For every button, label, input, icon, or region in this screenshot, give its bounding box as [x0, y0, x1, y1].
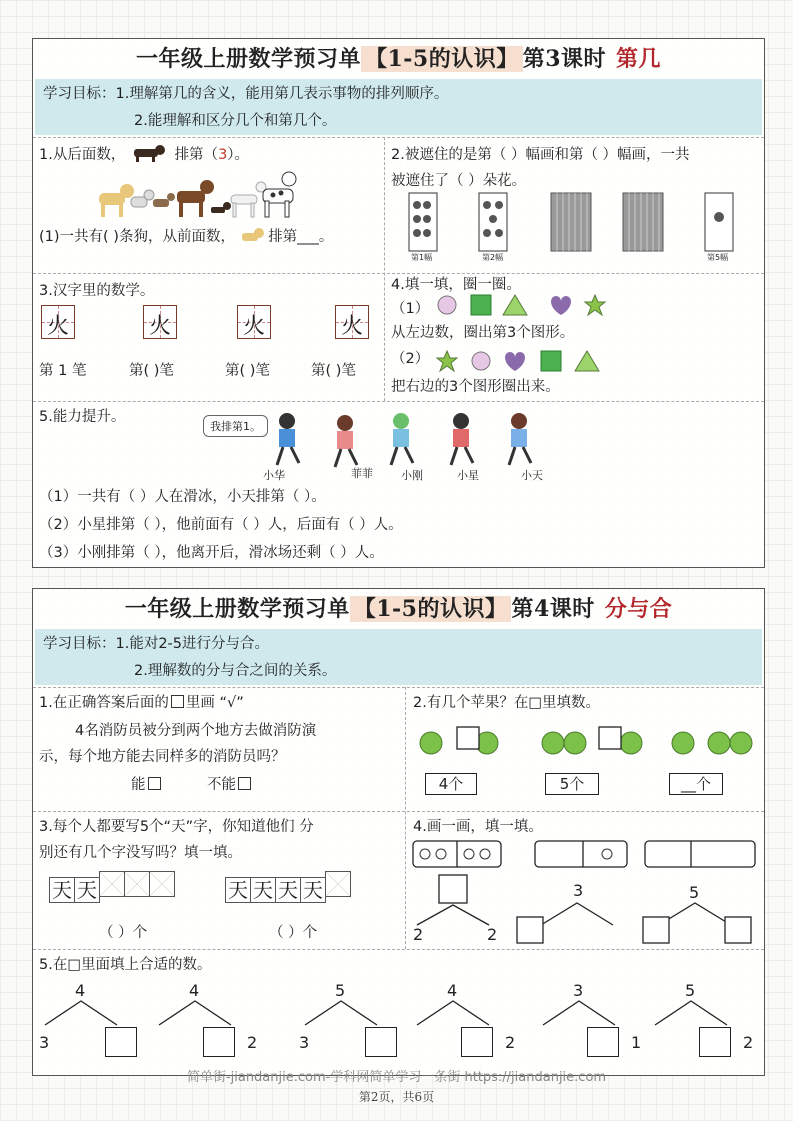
title-topic: 分与合 [604, 596, 673, 622]
square-shape [541, 351, 561, 371]
q2-prompt-line1: 2.被遮住的是第（ ）幅画和第（ ）幅画，一共 [391, 147, 690, 163]
q4-number: 2 [413, 925, 424, 944]
number-bond-tree [645, 981, 755, 1061]
goal-label: 学习目标： [43, 86, 116, 102]
divider [33, 401, 764, 402]
apples-illustration [417, 719, 757, 759]
divider [33, 949, 764, 950]
bond-top-number: 4 [189, 981, 200, 1000]
bond-answer-box[interactable] [699, 1027, 731, 1057]
stroke-label: 第( )笔 [129, 363, 174, 379]
q4-part2-text: 把右边的3个图形圈出来。 [391, 379, 560, 395]
paintings-illustration [407, 191, 747, 261]
star-shape [437, 351, 457, 371]
heart-shape [505, 352, 525, 371]
yellow-dog-icon [240, 225, 264, 245]
number-bond-tree [35, 981, 145, 1061]
footer-watermark: 简单街-jiandanjie.com-学科网简单学习一条街 https://jiandanjie.com [186, 1070, 607, 1085]
goal-2: 2.能理解和区分几个和第几个。 [134, 113, 337, 129]
q4-number: 2 [487, 925, 498, 944]
bond-top-number: 3 [573, 981, 584, 1000]
q1-line3: 示，每个地方能去同样多的消防员吗？ [39, 749, 286, 765]
q1-prompt: 1.从后面数， 排第（3）。 [39, 143, 249, 167]
stroke-label: 第( )笔 [311, 363, 356, 379]
char-box: 火 [143, 305, 177, 339]
skater-name: 菲菲 [351, 467, 373, 480]
painting-caption-5: 第5幅 [707, 253, 729, 262]
painting-caption-2: 第2幅 [482, 253, 504, 262]
bond-answer-box[interactable] [365, 1027, 397, 1057]
title-highlight: 【1-5的认识】 [361, 46, 523, 72]
worksheet-lesson4 [32, 588, 765, 1076]
goal-label: 学习目标： [43, 636, 116, 652]
stroke-label: 第( )笔 [225, 363, 270, 379]
goal-1: 1.能对2-5进行分与合。 [115, 636, 270, 652]
painting-caption-1: 第1幅 [411, 253, 433, 262]
learning-goals [35, 79, 762, 135]
bond-answer-box[interactable] [461, 1027, 493, 1057]
char-box: 火 [335, 305, 369, 339]
split-diagrams [411, 839, 761, 949]
bond-right-number: 2 [247, 1033, 258, 1052]
q3-line1: 3.每个人都要写5个“天”字，你知道他们 分 [39, 819, 314, 835]
q5-line1: （1）一共有（ ）人在滑冰，小天排第（ ）。 [39, 489, 326, 505]
q5-title: 5.能力提升。 [39, 409, 126, 425]
tian-grid-1: 天 天 [49, 871, 174, 903]
char-box: 火 [41, 305, 75, 339]
divider [405, 687, 406, 949]
q4-title: 4.画一画，填一填。 [413, 819, 543, 835]
q4-part1-text: 从左边数，圈出第3个图形。 [391, 325, 575, 341]
shapes-row-1 [437, 293, 617, 317]
skater-name: 小刚 [401, 469, 423, 482]
option-no[interactable]: 不能 [207, 773, 253, 797]
bond-right-number: 2 [743, 1033, 754, 1052]
bond-left-number: 3 [299, 1033, 310, 1052]
worksheet-lesson3 [32, 38, 765, 568]
bond-right-number: 1 [631, 1033, 642, 1052]
tian-grid-2: 天 天 天 天 [225, 871, 350, 903]
goal-2: 2.理解数的分与合之间的关系。 [134, 663, 337, 679]
number-bond-tree [407, 981, 517, 1061]
speech-bubble: 我排第1。 [203, 415, 268, 437]
option-yes[interactable]: 能 [131, 773, 163, 797]
divider [33, 137, 764, 138]
apple-count-label: 5个 [545, 773, 599, 795]
bond-answer-box[interactable] [105, 1027, 137, 1057]
bond-answer-box[interactable] [587, 1027, 619, 1057]
q3-line2: 别还有几个字没写吗？填一填。 [39, 845, 242, 861]
skater-name: 小星 [457, 469, 479, 482]
divider [33, 811, 764, 812]
q3-blank[interactable]: （ ）个 [99, 925, 148, 941]
lesson3-title [33, 39, 764, 79]
circle-shape [438, 296, 456, 314]
number-bond-tree [149, 981, 259, 1061]
dogs-row-illustration [95, 171, 295, 221]
q5-title: 5.在□里面填上合适的数。 [39, 957, 212, 973]
number-bond-tree [533, 981, 643, 1061]
yes-checkbox[interactable] [148, 777, 161, 790]
number-bond-tree [295, 981, 405, 1061]
stroke-label: 第 1 笔 [39, 363, 87, 379]
q2-prompt-line2: 被遮住了（ ）朵花。 [391, 173, 527, 189]
char-box: 火 [237, 305, 271, 339]
title-highlight: 【1-5的认识】 [350, 596, 512, 622]
triangle-shape [503, 295, 527, 315]
bond-right-number: 2 [505, 1033, 516, 1052]
q3-title: 3.汉字里的数学。 [39, 283, 155, 299]
q4-title: 4.填一填，圈一圈。 [391, 277, 521, 293]
skater-name: 小天 [521, 469, 543, 482]
learning-goals [35, 629, 762, 685]
star-shape [585, 295, 605, 315]
divider [384, 137, 385, 401]
title-prefix: 一年级上册数学预习单 [124, 596, 350, 622]
title-topic: 第几 [616, 46, 662, 72]
q1-answer: 3 [218, 147, 228, 163]
lesson4-title [33, 589, 764, 629]
heart-shape [551, 296, 571, 315]
title-period: 第3课时 [522, 46, 607, 72]
q5-line2: （2）小星排第（ ），他前面有（ ）人，后面有（ ）人。 [39, 517, 403, 533]
bond-left-number: 3 [39, 1033, 50, 1052]
q5-line3: （3）小刚排第（ ），他离开后，滑冰场还剩（ ）人。 [39, 545, 384, 561]
bond-top-number: 5 [685, 981, 696, 1000]
q1-line2: 4名消防员被分到两个地方去做消防演 [75, 723, 317, 739]
checkbox-icon [171, 695, 184, 708]
small-dog-icon [130, 143, 170, 163]
title-period: 第4课时 [511, 596, 595, 622]
q4-number: 3 [573, 881, 584, 900]
q3-blank[interactable]: （ ）个 [269, 925, 318, 941]
q2-title: 2.有几个苹果？在□里填数。 [413, 695, 601, 711]
no-checkbox[interactable] [238, 777, 251, 790]
divider [33, 687, 764, 688]
q4-part2-label: （2） [391, 351, 430, 367]
triangle-shape [575, 351, 599, 371]
q4-part1-label: （1） [391, 301, 430, 317]
skaters-illustration [267, 411, 557, 475]
q4-number: 5 [689, 883, 700, 902]
title-prefix: 一年级上册数学预习单 [135, 46, 361, 72]
bond-top-number: 5 [335, 981, 346, 1000]
apple-count-input[interactable]: __个 [669, 773, 723, 795]
q1-sub-question: (1)一共有( )条狗，从前面数， 排第___。 [39, 225, 333, 249]
q1-prompt: 1.在正确答案后面的 里画 “√” [39, 695, 244, 711]
square-shape [471, 295, 491, 315]
bond-top-number: 4 [75, 981, 86, 1000]
bond-answer-box[interactable] [203, 1027, 235, 1057]
shapes-row-2 [437, 349, 617, 373]
skater-name: 小华 [263, 469, 285, 482]
apple-count-label: 4个 [425, 773, 477, 795]
page-number: 第2页，共6页 [358, 1090, 435, 1104]
circle-shape [472, 352, 490, 370]
goal-1: 1.理解第几的含义，能用第几表示事物的排列顺序。 [115, 86, 449, 102]
bond-top-number: 4 [447, 981, 458, 1000]
